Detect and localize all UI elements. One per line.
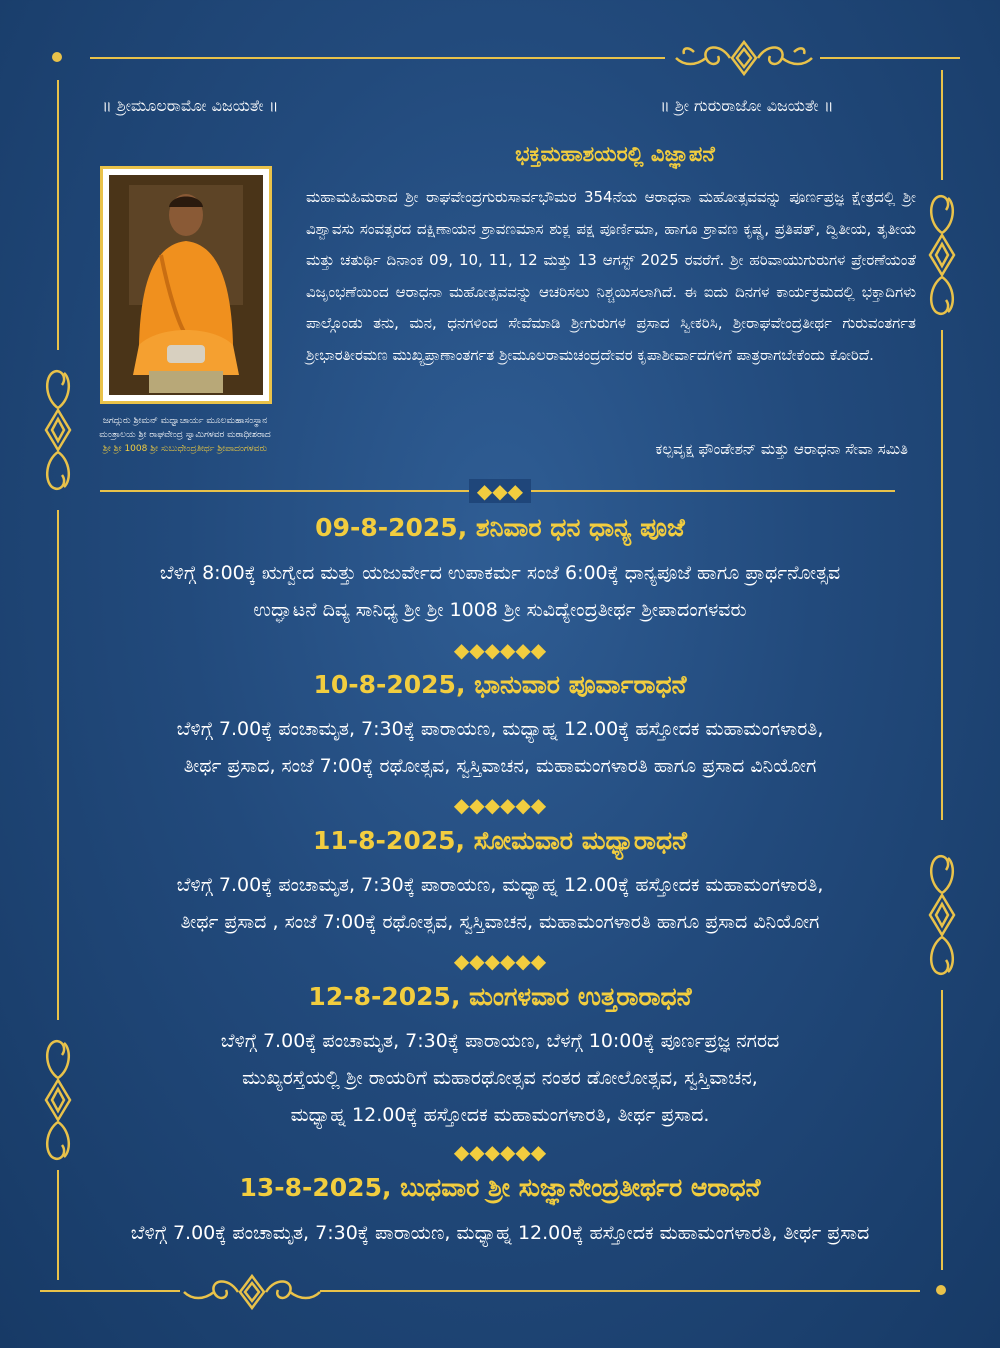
frame-top-line [90, 57, 665, 59]
swamiji-photo [100, 166, 272, 404]
event-line: ಮಧ್ಯಾಹ್ನ 12.00ಕ್ಕೆ ಹಸ್ತೋದಕ ಮಹಾಮಂಗಳಾರತಿ, ತೀರ್ಥ ಪ್ರಸಾದ. [290, 1104, 710, 1126]
event-line: ಬೆಳಿಗ್ಗೆ 7.00ಕ್ಕೆ ಪಂಚಾಮೃತ, 7:30ಕ್ಕೆ ಪಾರಾಯಣ, ಬೆಳಗ್ಗೆ 10:00ಕ್ಕೆ ಪೂರ್ಣಪ್ರಜ್ಞ ನಗರದ [220, 1030, 780, 1052]
event-details [50, 711, 950, 785]
corner-dot-icon [52, 52, 62, 62]
photo-caption [60, 414, 310, 456]
separator-diamonds: ◆◆◆◆◆◆ [453, 793, 547, 817]
event-line: ಬೆಳಿಗ್ಗೆ 8:00ಕ್ಕೆ ಋಗ್ವೇದ ಮತ್ತು ಯಜುರ್ವೇದ ಉಪಾಕರ್ಮ ಸಂಜೆ 6:00ಕ್ಕೆ ಧಾನ್ಯಪೂಜೆ ಹಾಗೂ ಪ್ರಾರ್ಥನೋತ್ಸವ [159, 562, 841, 584]
event-line: ತೀರ್ಥ ಪ್ರಸಾದ, ಸಂಜೆ 7:00ಕ್ಕೆ ರಥೋತ್ಸವ, ಸ್ವಸ್ತಿವಾಚನ, ಮಹಾಮಂಗಳಾರತಿ ಹಾಗೂ ಪ್ರಸಾದ ವಿನಿಯೋಗ [183, 755, 817, 777]
caption-line: ಶ್ರೀ ಶ್ರೀ 1008 ಶ್ರೀ ಸುಬುಧೇಂದ್ರತೀರ್ಥ ಶ್ರೀಪಾದಂಗಳವರು [102, 444, 268, 454]
event-heading: 09-8-2025, ಶನಿವಾರ ಧನ ಧಾನ್ಯ ಪೂಜೆ [315, 513, 685, 542]
corner-dot-icon [936, 1285, 946, 1295]
caption-line: ಮಂತ್ರಾಲಯ ಶ್ರೀ ರಾಘವೇಂದ್ರ ಸ್ವಾಮಿಗಳವರ ಮಠಾಧೀಶರಾದ [99, 430, 271, 440]
event-line: ಬೆಳಿಗ್ಗೆ 7.00ಕ್ಕೆ ಪಂಚಾಮೃತ, 7:30ಕ್ಕೆ ಪಾರಾಯಣ, ಮಧ್ಯಾಹ್ನ 12.00ಕ್ಕೆ ಹಸ್ತೋದಕ ಮಹಾಮಂಗಳಾರತಿ, ತೀರ್ಥ ಪ್ರಸಾದ [130, 1222, 870, 1244]
bottom-ornament-icon [180, 1272, 325, 1312]
frame-left-line [57, 80, 59, 350]
left-invocation: ॥ ಶ್ರೀಮೂಲರಾಮೋ ವಿಜಯತೇ ॥ [102, 96, 279, 115]
separator-diamonds: ◆◆◆◆◆◆ [453, 949, 547, 973]
page-title: ಭಕ್ತಮಹಾಶಯರಲ್ಲಿ ವಿಜ್ಞಾಪನೆ [515, 142, 715, 166]
event-heading: 11-8-2025, ಸೋಮವಾರ ಮಧ್ಯಾರಾಧನೆ [312, 826, 688, 855]
frame-bottom-line-right [320, 1290, 920, 1292]
divider-diamonds [0, 481, 1000, 501]
event-heading: 13-8-2025, ಬುಧವಾರ ಶ್ರೀ ಸುಜ್ಞಾನೇಂದ್ರತೀರ್ಥರ ಆರಾಧನೆ [239, 1173, 761, 1202]
top-ornament-icon [672, 38, 817, 78]
event-heading: 10-8-2025, ಭಾನುವಾರ ಪೂರ್ವಾರಾಧನೆ [313, 670, 687, 699]
frame-top-line-right [820, 57, 960, 59]
diamond-icon: ◆◆◆ [469, 479, 531, 503]
separator-diamonds: ◆◆◆◆◆◆ [453, 1140, 547, 1164]
event-details [50, 867, 950, 941]
frame-bottom-line [40, 1290, 180, 1292]
organizer-signature: ಕಲ್ಪವೃಕ್ಷ ಫೌಂಡೇಶನ್ ಮತ್ತು ಆರಾಧನಾ ಸೇವಾ ಸಮಿತಿ [655, 440, 908, 458]
event-details [50, 1215, 950, 1252]
right-invocation: ॥ ಶ್ರೀ ಗುರುರಾಜೋ ವಿಜಯತೇ ॥ [660, 96, 834, 115]
caption-line: ಜಗದ್ಗುರು ಶ್ರೀಮನ್ ಮಧ್ವಾಚಾರ್ಯ ಮೂಲಮಹಾಸಂಸ್ಥಾನ [102, 416, 268, 426]
event-heading: 12-8-2025, ಮಂಗಳವಾರ ಉತ್ತರಾರಾಧನೆ [308, 982, 692, 1011]
seated-figure-icon [109, 175, 263, 395]
right-side-ornament-icon [922, 180, 962, 330]
event-details [50, 555, 950, 629]
separator-diamonds: ◆◆◆◆◆◆ [453, 638, 547, 662]
intro-paragraph: ಮಹಾಮಹಿಮರಾದ ಶ್ರೀ ರಾಘವೇಂದ್ರಗುರುಸಾರ್ವಭೌಮರ 354ನೆಯ ಆರಾಧನಾ ಮಹೋತ್ಸವವನ್ನು ಪೂರ್ಣಪ್ರಜ್ಞ ಕ್ಷೇತ್ರದಲ್ಲಿ ಶ್ರೀ ವಿಶ್ವಾವಸು ಸಂವತ್ಸರದ ದಕ್ಷಿಣಾಯನ ಶ್ರಾವಣಮಾಸ ಶುಕ್ಲ ಪಕ್ಷ ಪೂರ್ಣಿಮಾ, ಹಾಗೂ ಶ್ರಾವಣ ಕೃಷ್ಣ, ಪ್ರತಿಪತ್, ದ್ವಿತೀಯ, ತೃತೀಯ ಮತ್ತು ಚತುರ್ಥಿ ದಿನಾಂಕ 09, 10, 11, 12 ಮತ್ತು 13 ಆಗಸ್ಟ್ 2025 ರವರೆಗೆ. ಶ್ರೀ ಹರಿವಾಯುಗುರುಗಳ ಪ್ರೇರಣೆಯಂತೆ ವಿಜೃಂಭಣೆಯಿಂದ ಆರಾಧನಾ ಮಹೋತ್ಸವವನ್ನು ಆಚರಿಸಲು ನಿಶ್ಚಯಿಸಲಾಗಿದೆ. ಈ ಐದು ದಿನಗಳ ಕಾರ್ಯಕ್ರಮದಲ್ಲಿ ಭಕ್ತಾದಿಗಳು ಪಾಲ್ಗೊಂಡು ತನು, ಮನ, ಧನಗಳಿಂದ ಸೇವೆಮಾಡಿ ಶ್ರೀಗುರುಗಳ ಪ್ರಸಾದ ಸ್ವೀಕರಿಸಿ, ಶ್ರೀರಾಘವೇಂದ್ರತೀರ್ಥ ಗುರುವಂತರ್ಗತ ಶ್ರೀಭಾರತೀರಮಣ ಮುಖ್ಯಪ್ರಾಣಾಂತರ್ಗತ ಶ್ರೀಮೂಲರಾಮಚಂದ್ರದೇವರ ಕೃಪಾಶೀರ್ವಾದಗಳಿಗೆ ಪಾತ್ರರಾಗಬೇಕೆಂದು ಕೋರಿದೆ. [306, 188, 916, 364]
event-line: ಮುಖ್ಯರಸ್ತೆಯಲ್ಲಿ ಶ್ರೀ ರಾಯರಿಗೆ ಮಹಾರಥೋತ್ಸವ ನಂತರ ಡೋಲೋತ್ಸವ, ಸ್ವಸ್ತಿವಾಚನ, [242, 1067, 758, 1089]
event-line: ಉದ್ಘಾಟನೆ ದಿವ್ಯ ಸಾನಿಧ್ಯ ಶ್ರೀ ಶ್ರೀ 1008 ಶ್ರೀ ಸುವಿದ್ಯೇಂದ್ರತೀರ್ಥ ಶ್ರೀಪಾದಂಗಳವರು [253, 599, 747, 621]
event-line: ಬೆಳಿಗ್ಗೆ 7.00ಕ್ಕೆ ಪಂಚಾಮೃತ, 7:30ಕ್ಕೆ ಪಾರಾಯಣ, ಮಧ್ಯಾಹ್ನ 12.00ಕ್ಕೆ ಹಸ್ತೋದಕ ಮಹಾಮಂಗಳಾರತಿ, [176, 718, 824, 740]
event-line: ಬೆಳಿಗ್ಗೆ 7.00ಕ್ಕೆ ಪಂಚಾಮೃತ, 7:30ಕ್ಕೆ ಪಾರಾಯಣ, ಮಧ್ಯಾಹ್ನ 12.00ಕ್ಕೆ ಹಸ್ತೋದಕ ಮಹಾಮಂಗಳಾರತಿ, [176, 874, 824, 896]
event-line: ತೀರ್ಥ ಪ್ರಸಾದ , ಸಂಜೆ 7:00ಕ್ಕೆ ರಥೋತ್ಸವ, ಸ್ವಸ್ತಿವಾಚನ, ಮಹಾಮಂಗಳಾರತಿ ಹಾಗೂ ಪ್ರಸಾದ ವಿನಿಯೋಗ [180, 911, 820, 933]
event-details [50, 1023, 950, 1134]
